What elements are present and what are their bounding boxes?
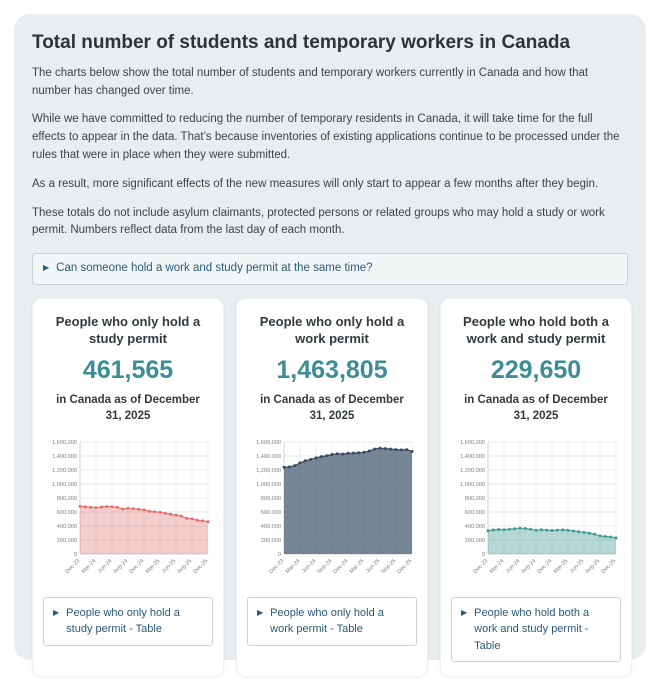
work-permit-table-summary[interactable]	[257, 605, 407, 638]
card-work-and-study-caption: in Canada as of December 31, 2025	[464, 393, 608, 423]
svg-text:1,200,000: 1,200,000	[460, 467, 485, 474]
result-paragraph: As a result, more significant effects of the new measures will only start to appear a few months after they begin.	[32, 177, 599, 190]
svg-text:400,000: 400,000	[56, 523, 77, 530]
faq-summary[interactable]	[43, 260, 617, 277]
svg-text:Jun-25: Jun-25	[161, 558, 178, 575]
card-work-only-title: People who only hold a work permit	[259, 313, 405, 347]
card-work-and-study-value: 229,650	[490, 355, 582, 384]
triangle-right-icon: ▶	[53, 607, 60, 617]
faq-expander	[32, 253, 628, 284]
page-title: Total number of students and temporary workers in Canada	[32, 32, 571, 53]
card-work-only	[236, 298, 428, 678]
svg-text:600,000: 600,000	[260, 509, 281, 516]
svg-text:0: 0	[277, 551, 281, 558]
work-permit-table-expander	[247, 597, 417, 646]
svg-text:Mar-24: Mar-24	[488, 558, 506, 575]
svg-text:1,600,000: 1,600,000	[256, 439, 281, 446]
svg-text:1,400,000: 1,400,000	[460, 453, 485, 460]
svg-text:Dec-23: Dec-23	[268, 558, 286, 576]
svg-text:1,400,000: 1,400,000	[256, 453, 281, 460]
card-work-and-study	[440, 298, 632, 678]
triangle-right-icon: ▶	[43, 263, 50, 273]
svg-text:200,000: 200,000	[464, 537, 485, 544]
svg-text:Sep-24: Sep-24	[520, 558, 538, 576]
svg-text:Dec-25: Dec-25	[600, 558, 618, 576]
svg-text:Dec-25: Dec-25	[396, 558, 414, 576]
svg-text:1,000,000: 1,000,000	[460, 481, 485, 488]
svg-text:Dec-25: Dec-25	[192, 558, 210, 576]
svg-text:600,000: 600,000	[464, 509, 485, 516]
svg-text:1,000,000: 1,000,000	[52, 481, 77, 488]
card-study-only-value: 461,565	[82, 355, 174, 384]
study-permit-table-expander	[43, 597, 213, 646]
svg-text:1,600,000: 1,600,000	[460, 439, 485, 446]
svg-text:Jun-24: Jun-24	[301, 558, 318, 575]
svg-text:Dec-23: Dec-23	[64, 558, 82, 576]
card-study-only-title: People who only hold a study permit	[55, 313, 201, 347]
svg-text:Sep-24: Sep-24	[316, 558, 334, 576]
svg-text:800,000: 800,000	[260, 495, 281, 502]
svg-text:Dec-23: Dec-23	[472, 558, 490, 576]
svg-text:Mar-25: Mar-25	[144, 558, 162, 575]
work-permit-table-label: People who only hold a work permit - Table	[270, 606, 384, 636]
faq-summary-label: Can someone hold a work and study permit at the same time?	[56, 262, 373, 275]
svg-text:Sep-25: Sep-25	[584, 558, 602, 576]
svg-text:Jun-25: Jun-25	[365, 558, 382, 575]
card-study-only-caption: in Canada as of December 31, 2025	[56, 393, 200, 423]
work-and-study-table-expander	[451, 597, 621, 663]
svg-text:Jun-25: Jun-25	[569, 558, 586, 575]
svg-text:0: 0	[481, 551, 485, 558]
triangle-right-icon: ▶	[257, 607, 264, 617]
svg-text:Mar-25: Mar-25	[348, 558, 366, 575]
svg-text:Mar-24: Mar-24	[284, 558, 302, 575]
svg-text:Jun-24: Jun-24	[97, 558, 114, 575]
svg-text:600,000: 600,000	[56, 509, 77, 516]
svg-text:Sep-25: Sep-25	[380, 558, 398, 576]
svg-text:Mar-24: Mar-24	[80, 558, 98, 575]
svg-text:800,000: 800,000	[464, 495, 485, 502]
svg-text:200,000: 200,000	[260, 537, 281, 544]
triangle-right-icon: ▶	[461, 607, 468, 617]
svg-text:1,200,000: 1,200,000	[52, 467, 77, 474]
study-permit-table-label: People who only hold a study permit - Table	[66, 606, 180, 636]
intro-paragraph: The charts below show the total number of students and temporary workers currently in Canada and how that number has changed over time.	[32, 66, 589, 97]
svg-text:200,000: 200,000	[56, 537, 77, 544]
svg-text:400,000: 400,000	[260, 523, 281, 530]
study-permit-table-summary[interactable]	[53, 605, 203, 638]
exclusions-paragraph: These totals do not include asylum claimants, protected persons or related groups who may hold a study or work permit. Numbers reflect data from the last day of each month.	[32, 206, 605, 237]
svg-text:Dec-24: Dec-24	[128, 558, 146, 576]
svg-text:1,200,000: 1,200,000	[256, 467, 281, 474]
study-permit-chart	[43, 434, 213, 589]
work-and-study-table-summary[interactable]	[461, 605, 611, 655]
svg-text:Dec-24: Dec-24	[332, 558, 350, 576]
svg-text:1,600,000: 1,600,000	[52, 439, 77, 446]
svg-text:400,000: 400,000	[464, 523, 485, 530]
stat-cards-row	[32, 298, 628, 678]
card-study-only	[32, 298, 224, 678]
work-and-study-table-label: People who hold both a work and study permit - Table	[474, 606, 590, 652]
work-and-study-permit-chart	[451, 434, 621, 589]
card-work-only-caption: in Canada as of December 31, 2025	[260, 393, 404, 423]
svg-text:800,000: 800,000	[56, 495, 77, 502]
card-work-and-study-title: People who hold both a work and study permit	[463, 313, 609, 347]
svg-text:Sep-24: Sep-24	[112, 558, 130, 576]
svg-text:Jun-24: Jun-24	[505, 558, 522, 575]
work-permit-chart	[247, 434, 417, 589]
svg-text:Mar-25: Mar-25	[552, 558, 570, 575]
content-panel	[14, 14, 646, 660]
svg-text:Sep-25: Sep-25	[176, 558, 194, 576]
svg-text:1,400,000: 1,400,000	[52, 453, 77, 460]
svg-text:Dec-24: Dec-24	[536, 558, 554, 576]
svg-text:0: 0	[73, 551, 77, 558]
svg-text:1,000,000: 1,000,000	[256, 481, 281, 488]
commitment-paragraph: While we have committed to reducing the number of temporary residents in Canada, it will take time for the full effects to appear in the data. That’s because inventories of existing applications continue to be processed under the rules that were in place when they were submitted.	[32, 113, 620, 162]
card-work-only-value: 1,463,805	[276, 355, 388, 384]
